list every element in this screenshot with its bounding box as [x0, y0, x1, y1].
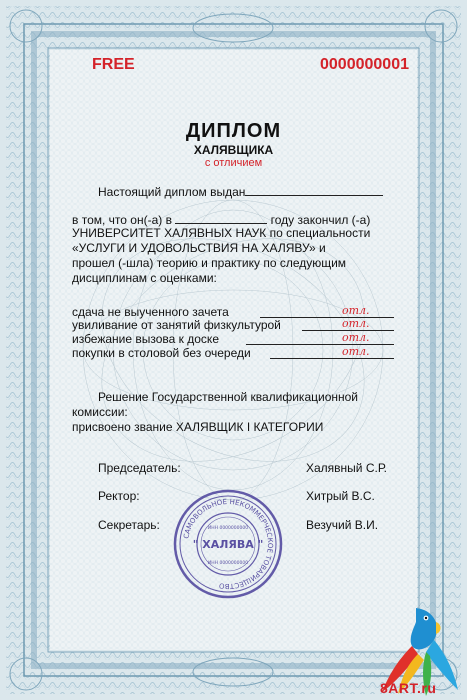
grade-line [246, 344, 394, 345]
graduation-label-a: в том, что он(-а) в [72, 213, 172, 227]
grade-value: отл. [342, 345, 370, 358]
grade-value: отл. [342, 331, 370, 344]
decision-line-3: присвоено звание ХАЛЯВЩИК I КАТЕГОРИИ [72, 420, 324, 434]
honors-label: с отличием [204, 157, 263, 169]
grade-subject: сдача не выученного зачета [72, 305, 229, 319]
secretary-name: Везучий В.И. [306, 518, 379, 532]
chairman-name: Халявный С.Р. [306, 461, 387, 475]
year-line [175, 212, 267, 224]
grade-value: отл. [342, 317, 370, 330]
disciplines-line: дисциплинам с оценками: [72, 271, 217, 285]
graduation-row [72, 212, 370, 227]
diploma-subtitle: ХАЛЯВЩИКА [193, 143, 274, 157]
stamp-inn-bottom: ИНН 0000000000 [207, 561, 249, 566]
recipient-name-line [245, 184, 383, 196]
decision-line-2: комиссии: [72, 405, 128, 419]
grade-row [72, 346, 251, 360]
free-label: FREE [92, 56, 135, 73]
university-line: УНИВЕРСИТЕТ ХАЛЯВНЫХ НАУК по специальности [72, 226, 371, 240]
serial-number: 0000000001 [320, 56, 409, 73]
chairman-role: Председатель: [98, 461, 181, 475]
practice-line: прошел (-шла) теорию и практику по следующим [72, 256, 347, 270]
rector-role: Ректор: [98, 489, 140, 503]
grade-row [72, 318, 281, 332]
grade-line [270, 358, 394, 359]
stamp-ring-text: САМОВОЛЬНОЕ НЕКОММЕРЧЕСКОЕ ТОВАРИЩЕСТВО [182, 497, 275, 591]
official-stamp [172, 488, 284, 600]
specialty-line: «УСЛУГИ И УДОВОЛЬСТВИЯ НА ХАЛЯВУ» и [72, 241, 326, 255]
site-watermark: 8ART.ru [380, 680, 437, 696]
grade-subject: увиливание от занятий физкультурой [72, 318, 281, 332]
graduation-label-b: году закончил (-а) [270, 213, 371, 227]
grade-row [72, 305, 229, 319]
grade-value: отл. [342, 304, 370, 317]
diploma-title: ДИПЛОМ [185, 120, 282, 142]
issued-to-label: Настоящий диплом выдан [98, 185, 246, 199]
grade-row [72, 332, 219, 346]
grade-subject: покупки в столовой без очереди [72, 346, 251, 360]
stamp-inn-top: ИНН 0000000000 [207, 526, 249, 531]
secretary-role: Секретарь: [98, 518, 160, 532]
grade-subject: избежание вызова к доске [72, 332, 219, 346]
rector-name: Хитрый В.С. [306, 489, 375, 503]
issued-to-row [98, 184, 383, 199]
stamp-center-text: " ХАЛЯВА " [192, 538, 264, 551]
decision-line-1: Решение Государственной квалификационной [98, 390, 358, 404]
